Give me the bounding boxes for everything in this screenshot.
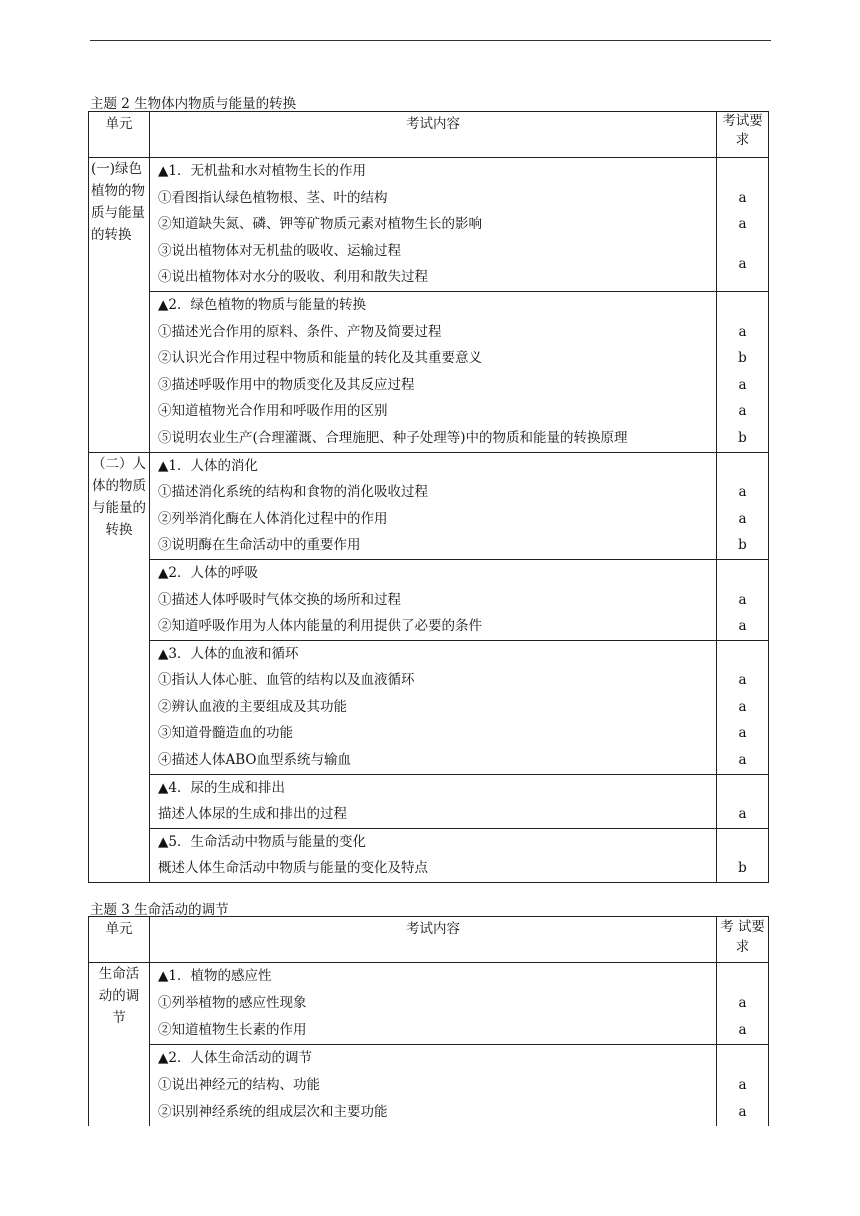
header-content: 考试内容 xyxy=(150,112,717,158)
req-value: a xyxy=(738,698,747,715)
unit-cell xyxy=(89,452,150,883)
req-value: a xyxy=(738,510,747,527)
req-cell xyxy=(717,828,769,882)
req-value: b xyxy=(738,537,747,554)
section-title: ▲1．无机盐和水对植物生长的作用 xyxy=(158,163,366,179)
item-text: ①描述消化系统的结构和食物的消化吸收过程 xyxy=(158,484,428,501)
item-text: 概述人体生命活动中物质与能量的变化及特点 xyxy=(158,860,428,877)
item-text: ②知道缺失氮、磷、钾等矿物质元素对植物生长的影响 xyxy=(158,216,482,233)
unit-name: （二）人体的物质与能量的转换 xyxy=(92,455,146,538)
req-value: b xyxy=(738,350,747,367)
section-title: ▲2．人体的呼吸 xyxy=(158,564,258,581)
section-title: ▲2．绿色植物的物质与能量的转换 xyxy=(158,296,366,313)
req-value: a xyxy=(738,403,747,420)
req-value: a xyxy=(738,189,747,206)
item-text: ③知道骨髓造血的功能 xyxy=(158,725,293,742)
req-value: a xyxy=(738,376,747,393)
item-text: ①指认人体心脏、血管的结构以及血液循环 xyxy=(158,672,415,689)
topic3-table xyxy=(88,916,769,1126)
item-text: ②辨认血液的主要组成及其功能 xyxy=(158,698,347,715)
item-text: ①描述人体呼吸时气体交换的场所和过程 xyxy=(158,591,401,608)
section-cell xyxy=(150,828,717,882)
req-value: a xyxy=(738,484,747,501)
section-cell xyxy=(150,640,717,774)
section-title: ▲1．人体的消化 xyxy=(158,457,258,474)
req-cell xyxy=(717,640,769,774)
req-value: a xyxy=(738,1077,747,1093)
topic3-caption: 主题 3 生命活动的调节 xyxy=(90,902,229,918)
req-value: a xyxy=(738,216,747,233)
section-title: ▲5．生命活动中物质与能量的变化 xyxy=(158,833,366,850)
item-text: ①说出神经元的结构、功能 xyxy=(158,1077,320,1093)
unit-cell xyxy=(89,158,150,453)
item-text: ②识别神经系统的组成层次和主要功能 xyxy=(158,1104,388,1120)
section-title: ▲4．尿的生成和排出 xyxy=(158,779,285,796)
req-value: b xyxy=(738,860,747,877)
req-value: a xyxy=(738,672,747,689)
unit-cell xyxy=(89,963,150,1127)
req-cell xyxy=(717,1045,769,1127)
section-cell xyxy=(150,774,717,828)
section-title: ▲3．人体的血液和循环 xyxy=(158,645,299,662)
item-text: ①描述光合作用的原料、条件、产物及简要过程 xyxy=(158,323,442,340)
section-title: ▲2．人体生命活动的调节 xyxy=(158,1050,312,1066)
header-unit: 单元 xyxy=(89,917,150,963)
item-text: ④知道植物光合作用和呼吸作用的区别 xyxy=(158,403,388,420)
section-cell xyxy=(150,963,717,1045)
req-value: a xyxy=(738,591,747,608)
header-unit: 单元 xyxy=(89,112,150,158)
top-rule xyxy=(90,40,771,41)
topic2-table xyxy=(88,111,769,883)
req-cell xyxy=(717,559,769,640)
req-value: a xyxy=(738,256,747,273)
item-text: ⑤说明农业生产(合理灌溉、合理施肥、种子处理等)中的物质和能量的转换原理 xyxy=(158,429,628,446)
req-value: a xyxy=(738,1104,747,1120)
req-value: a xyxy=(738,323,747,340)
section-cell xyxy=(150,452,717,559)
item-text: ③说出植物体对无机盐的吸收、运输过程 xyxy=(158,242,401,259)
item-text: ③描述呼吸作用中的物质变化及其反应过程 xyxy=(158,376,415,393)
req-cell xyxy=(717,158,769,292)
unit-name: (一)绿色植物的物质与能量的转换 xyxy=(91,161,145,243)
topic2-caption: 主题 2 生物体内物质与能量的转换 xyxy=(90,96,297,112)
section-title: ▲1．植物的感应性 xyxy=(158,968,272,984)
req-cell xyxy=(717,452,769,559)
req-value: a xyxy=(738,806,747,823)
item-text: 描述人体尿的生成和排出的过程 xyxy=(158,806,347,823)
section-cell xyxy=(150,559,717,640)
item-text: ④描述人体ABO血型系统与输血 xyxy=(158,752,351,769)
req-cell xyxy=(717,963,769,1045)
item-text: ②知道呼吸作用为人体内能量的利用提供了必要的条件 xyxy=(158,618,482,635)
req-value: b xyxy=(738,429,747,446)
req-value: a xyxy=(738,618,747,635)
req-value: a xyxy=(738,752,747,769)
item-text: ②列举消化酶在人体消化过程中的作用 xyxy=(158,510,388,527)
req-value: a xyxy=(738,725,747,742)
unit-name: 生命活动的调节 xyxy=(98,966,140,1026)
header-req: 考 试要求 xyxy=(717,917,769,963)
item-text: ④说出植物体对水分的吸收、利用和散失过程 xyxy=(158,269,428,286)
req-value: a xyxy=(738,995,747,1011)
req-cell xyxy=(717,774,769,828)
section-cell xyxy=(150,158,717,292)
req-value: a xyxy=(738,1022,747,1038)
header-content: 考试内容 xyxy=(150,917,717,963)
section-cell xyxy=(150,1045,717,1127)
item-text: ①列举植物的感应性现象 xyxy=(158,995,307,1011)
item-text: ②知道植物生长素的作用 xyxy=(158,1022,307,1038)
item-text: ②认识光合作用过程中物质和能量的转化及其重要意义 xyxy=(158,350,482,367)
req-cell xyxy=(717,291,769,452)
item-text: ①看图指认绿色植物根、茎、叶的结构 xyxy=(158,189,388,206)
section-cell xyxy=(150,291,717,452)
item-text: ③说明酶在生命活动中的重要作用 xyxy=(158,537,361,554)
header-req: 考试要求 xyxy=(717,112,769,158)
